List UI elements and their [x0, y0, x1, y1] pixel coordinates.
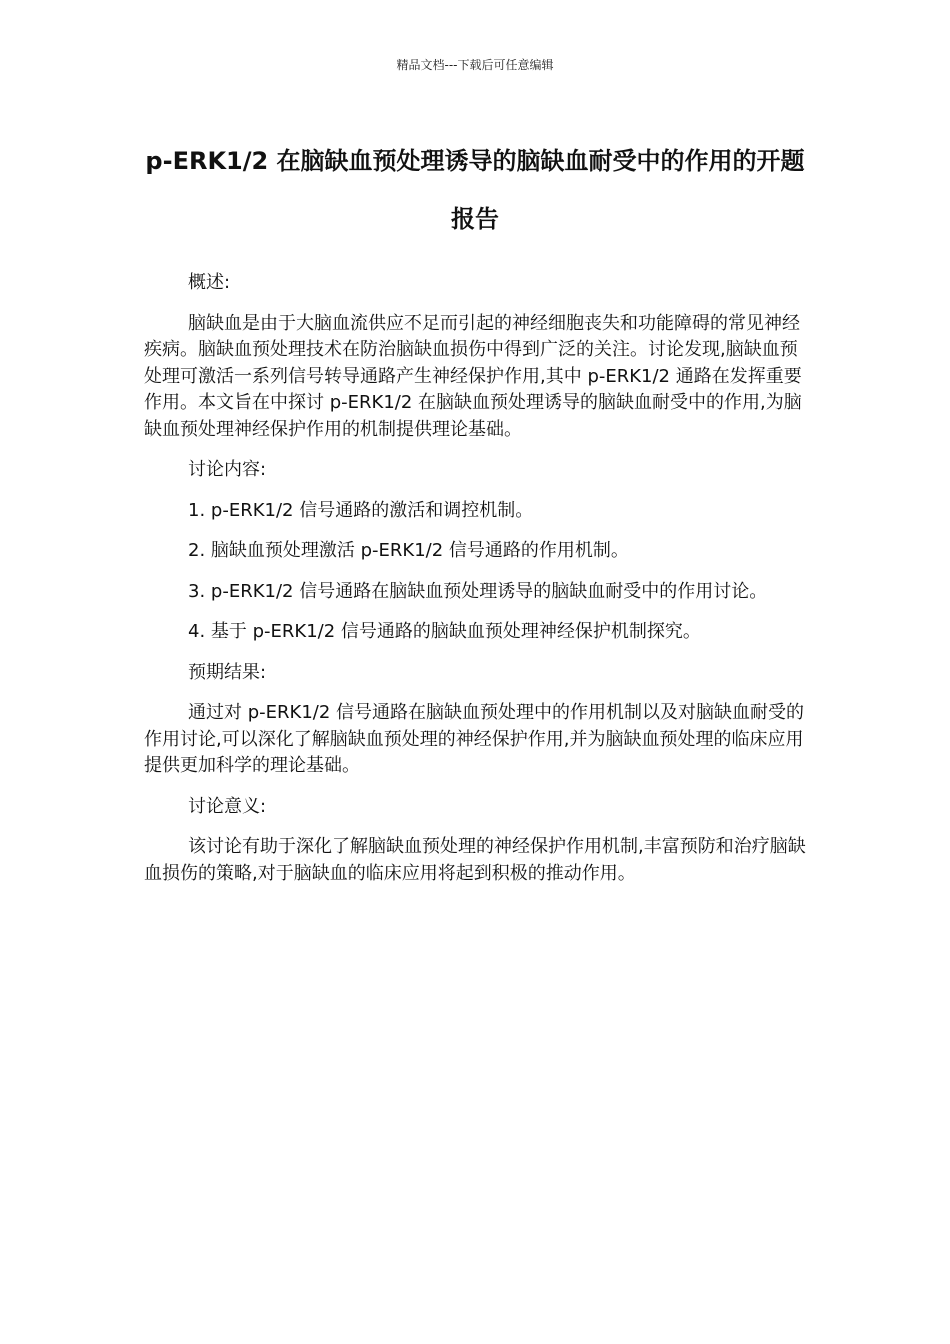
content-item-2: 2. 脑缺血预处理激活 p-ERK1/2 信号通路的作用机制。 — [188, 540, 629, 561]
content-item-3: 3. p-ERK1/2 信号通路在脑缺血预处理诱导的脑缺血耐受中的作用讨论。 — [188, 580, 768, 602]
significance-paragraph: 该讨论有助于深化了解脑缺血预处理的神经保护作用机制,丰富预防和治疗脑缺血损伤的策略,对于脑缺血的临床应用将起到积极的推动作用。 — [144, 836, 806, 884]
content-item-1: 1. p-ERK1/2 信号通路的激活和调控机制。 — [188, 499, 534, 521]
results-paragraph: 通过对 p-ERK1/2 信号通路在脑缺血预处理中的作用机制以及对脑缺血耐受的作用讨论,可以深化了解脑缺血预处理的神经保护作用,并为脑缺血预处理的临床应用提供更加科学的理论基础。 — [144, 702, 805, 776]
header-note: 精品文档---下载后可任意编辑 — [396, 58, 554, 72]
content-item-4: 4. 基于 p-ERK1/2 信号通路的脑缺血预处理神经保护机制探究。 — [188, 621, 701, 642]
results-heading: 预期结果: — [188, 661, 267, 683]
overview-paragraph: 脑缺血是由于大脑血流供应不足而引起的神经细胞丧失和功能障碍的常见神经疾病。脑缺血预处理技术在防治脑缺血损伤中得到广泛的关注。讨论发现,脑缺血预处理可激活一系列信号转导通路产生神经保护作用,其中 p-ERK1/2 通路在发挥重要作用。本文旨在中探讨 p-ERK1/2 在脑缺血预处理诱导的脑缺血耐受中的作用,为脑缺血预处理神经保护作用的机制提供理论基础。 — [144, 312, 802, 440]
content-heading: 讨论内容: — [188, 459, 267, 480]
document-title: p-ERK1/2 在脑缺血预处理诱导的脑缺血耐受中的作用的开题报告 — [145, 147, 805, 233]
overview-heading: 概述: — [188, 272, 231, 293]
document-body — [144, 270, 808, 901]
significance-heading: 讨论意义: — [188, 795, 267, 817]
